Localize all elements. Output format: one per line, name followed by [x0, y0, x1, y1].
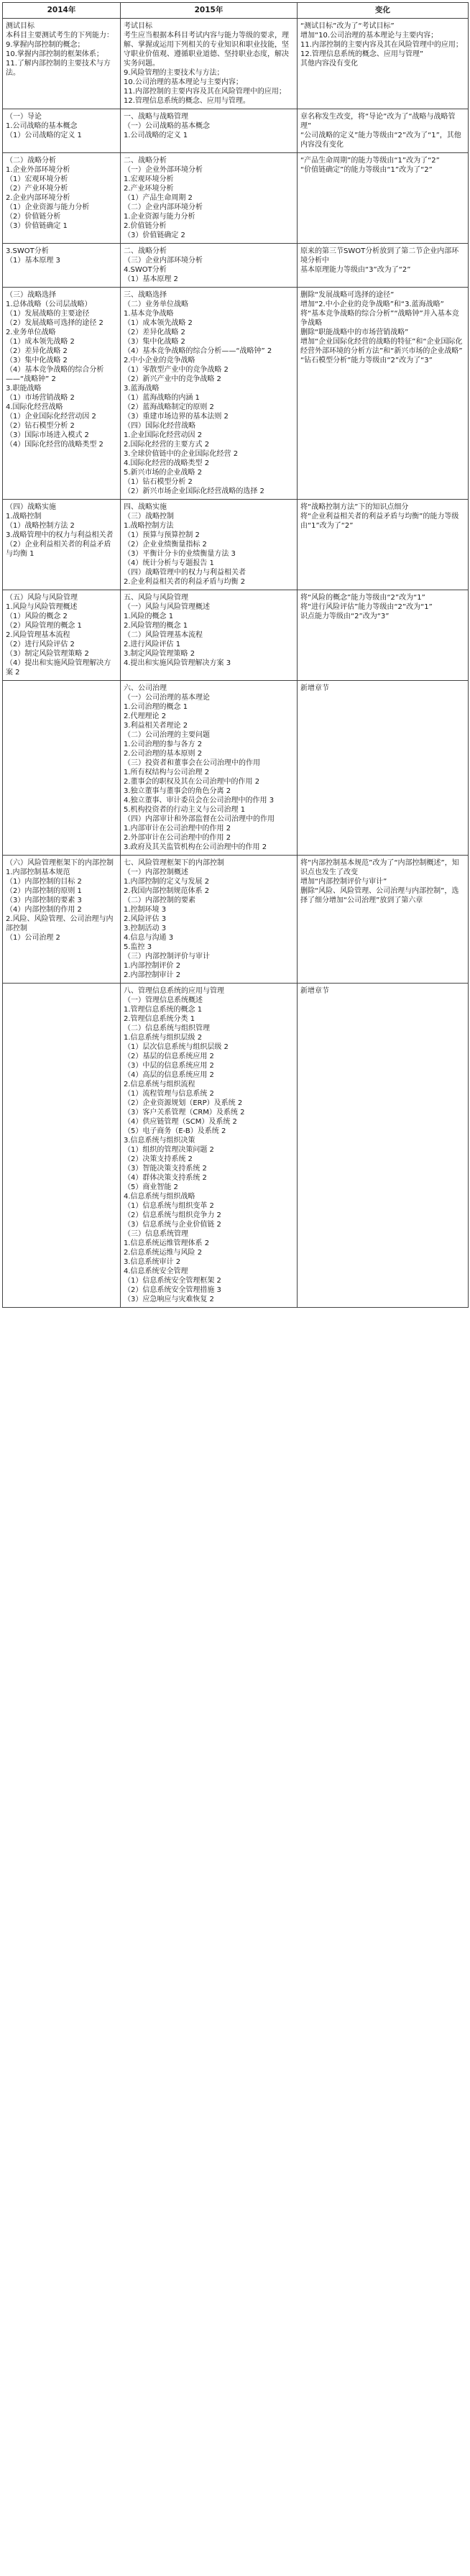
- cell-line: 1.信息系统运维管理体系 2: [124, 1239, 210, 1247]
- old-2014-cell: [3, 153, 121, 244]
- old-2014-cell: [3, 19, 121, 109]
- cell-line: “钻石模型分析”能力等级由“2”改为了“3”: [300, 357, 433, 365]
- cell-line: （1）产品生命周期 2: [124, 194, 193, 202]
- header-2014: 2014年: [3, 3, 121, 19]
- cell-line: （2）新兴市场企业国际化经营战略的选择 2: [124, 487, 264, 495]
- table-row: [3, 109, 469, 153]
- cell-line: 2.风险、风险管理、公司治理与内部控制: [6, 915, 114, 932]
- cell-line: 一、战略与战略管理: [124, 113, 188, 121]
- cell-line: （2）基层的信息系统应用 2: [124, 1053, 214, 1060]
- table-row: [3, 681, 469, 856]
- cell-line: 3.SWOT分析: [6, 247, 49, 255]
- cell-line: （2）信息系统安全管理措施 3: [124, 1286, 221, 1294]
- cell-line: 2.进行风险评估 1: [124, 641, 181, 648]
- cell-line: （2）企业利益相关者的利益矛盾与均衡 1: [6, 541, 111, 558]
- cell-line: 三、战略选择: [124, 291, 167, 299]
- cell-line: （二）信息系统与组织管理: [124, 1025, 210, 1032]
- cell-line: （2）内部控制的原则 1: [6, 887, 82, 895]
- cell-line: 4.信息系统与组织战略: [124, 1193, 195, 1201]
- cell-line: （4）国际化经营的战略类型 2: [6, 441, 103, 449]
- new-2015-cell: [121, 984, 298, 1308]
- change-cell: [298, 288, 469, 500]
- change-cell: [298, 681, 469, 856]
- cell-line: （2）进行风险评估 2: [6, 641, 75, 648]
- cell-line: “公司战略的定义”能力等级由“2”改为了“1”，其他内容没有变化: [300, 132, 461, 149]
- cell-line: 1.风险的概念 1: [124, 613, 174, 620]
- table-row: [3, 984, 469, 1308]
- cell-line: （1）内部控制的目标 2: [6, 878, 82, 886]
- cell-line: （1）信息系统安全管理框架 2: [124, 1277, 221, 1285]
- table-row: [3, 856, 469, 984]
- cell-line: （2）企业资源规划（ERP）及系统 2: [124, 1099, 243, 1107]
- cell-line: （5）电子商务（E-B）及系统 2: [124, 1127, 226, 1135]
- cell-line: （3）智能决策支持系统 2: [124, 1165, 207, 1173]
- change-cell: [298, 109, 469, 153]
- header-2015: 2015年: [121, 3, 298, 19]
- cell-line: （1）公司治理 2: [6, 934, 60, 942]
- cell-line: 增加“内部控制评价与审计”: [300, 878, 387, 886]
- cell-line: （2）蓝海战略制定的原则 2: [124, 403, 214, 411]
- cell-line: 删除“风险、风险管理、公司治理与内部控制”，选择了细分增加“公司治理”放到了第六章: [300, 887, 459, 904]
- cell-line: 1.宏观环境分析: [124, 175, 174, 183]
- cell-line: （1）蓝海战略的内涵 1: [124, 394, 200, 402]
- cell-line: 2.信息系统运维与风险 2: [124, 1249, 203, 1257]
- cell-line: 2.风险管理的概念 1: [124, 622, 188, 630]
- cell-line: （1）层次信息系统与组织层级 2: [124, 1043, 229, 1051]
- cell-line: 增加“2.中小企业的竞争战略”和“3.蓝海战略”: [300, 301, 444, 308]
- cell-line: 9.风险管理的主要技术与方法；: [124, 69, 224, 77]
- cell-line: 3.独立董事与董事会的角色分离 2: [124, 787, 231, 795]
- cell-line: 基本原理能力等级由“3”改为了“2”: [300, 266, 411, 274]
- cell-line: 二、战略分析: [124, 247, 167, 255]
- cell-line: （一）内部控制概述: [124, 868, 188, 876]
- cell-line: 新增章节: [300, 987, 329, 995]
- cell-line: （1）零散型产业中的竞争战略 2: [124, 366, 229, 374]
- cell-line: （3）集中化战略 2: [6, 357, 68, 365]
- comparison-table: [2, 2, 469, 1308]
- cell-line: 原来的第三节SWOT分析放到了第二节企业内部环境分析中: [300, 247, 459, 265]
- cell-line: （1）组织的管理决策问题 2: [124, 1146, 214, 1154]
- cell-line: （二）战略分析: [6, 157, 56, 165]
- cell-line: 2.管理信息系统分类 1: [124, 1015, 195, 1023]
- cell-line: （1）宏观环境分析: [6, 175, 68, 183]
- cell-line: 1.公司治理的参与各方 2: [124, 741, 203, 748]
- cell-line: 2.我国内部控制规范体系 2: [124, 887, 210, 895]
- cell-line: 12.管理信息系统的概念、应用与管理。: [124, 97, 250, 105]
- old-2014-cell: [3, 500, 121, 590]
- cell-line: （一）管理信息系统概述: [124, 996, 203, 1004]
- cell-line: （一）导论: [6, 113, 42, 121]
- cell-line: 3.利益相关者理论 2: [124, 722, 188, 730]
- cell-line: 1.内部控制的定义与发展 2: [124, 878, 210, 886]
- cell-line: （1）成本领先战略 2: [124, 319, 193, 327]
- cell-line: （二）业务单位战略: [124, 301, 188, 308]
- cell-line: 1.基本竞争战略: [124, 310, 174, 318]
- cell-line: “价值链确定”的能力等级由“1”改为了“2”: [300, 166, 433, 174]
- cell-line: （3）内部控制的要素 3: [6, 897, 82, 904]
- cell-line: 2.风险管理基本流程: [6, 631, 70, 639]
- cell-line: 5.监控 3: [124, 943, 152, 951]
- cell-line: （一）公司战略的基本概念: [124, 122, 210, 130]
- cell-line: （三）内部控制评价与审计: [124, 953, 210, 961]
- new-2015-cell: [121, 109, 298, 153]
- cell-line: 五、风险与风险管理: [124, 594, 188, 602]
- cell-line: 识点能力等级由“2”改为“3”: [300, 613, 390, 620]
- cell-line: （一）公司治理的基本理论: [124, 694, 210, 702]
- cell-line: 11.内部控制的主要内容及其在风险管理中的应用；: [300, 41, 463, 49]
- cell-line: （六）风险管理框架下的内部控制: [6, 859, 114, 867]
- cell-line: 2.国际化经营的主要方式 2: [124, 441, 210, 449]
- cell-line: 1.管理信息系统的概念 1: [124, 1006, 203, 1014]
- cell-line: （一）企业外部环境分析: [124, 166, 203, 174]
- old-2014-cell: [3, 109, 121, 153]
- old-2014-cell: [3, 244, 121, 288]
- change-cell: [298, 500, 469, 590]
- cell-line: 10.掌握内部控制的框架体系；: [6, 50, 103, 58]
- cell-line: 4.独立董事、审计委员会在公司治理中的作用 3: [124, 797, 275, 805]
- cell-line: （3）集中化战略 2: [124, 338, 185, 346]
- cell-line: 1.公司战略的定义 1: [124, 132, 188, 139]
- cell-line: （1）市场营销战略 2: [6, 394, 75, 402]
- new-2015-cell: [121, 681, 298, 856]
- cell-line: （2）风险管理的概念 1: [6, 622, 82, 630]
- cell-line: 4.信息与沟通 3: [124, 934, 174, 942]
- cell-line: 考试目标: [124, 22, 152, 30]
- cell-line: 二、战略分析: [124, 157, 167, 165]
- cell-line: 5.新兴市场的企业战略 2: [124, 469, 203, 477]
- cell-line: （1）信息系统与组织变革 2: [124, 1202, 214, 1210]
- cell-line: （1）成本领先战略 2: [6, 338, 75, 346]
- cell-line: 将“风险的概念”能力等级由“2”改为“1”: [300, 594, 425, 602]
- cell-line: 2.董事会的职权及其在公司治理中的作用 2: [124, 778, 260, 786]
- table-row: [3, 590, 469, 681]
- cell-line: 4.提出和实施风险管理解决方案 3: [124, 659, 231, 667]
- cell-line: 删除“发展战略可选择的途径”: [300, 291, 395, 299]
- cell-line: 增加“企业国际化经营的战略的特征”和“企业国际化经营外部环境的分析方法”和“新兴市场的企业战略”: [300, 338, 463, 355]
- old-2014-cell: [3, 681, 121, 856]
- cell-line: （1）钻石模型分析 2: [124, 478, 193, 486]
- cell-line: （3）国际市场进入模式 2: [6, 431, 89, 439]
- cell-line: 12.管理信息系统的概念、应用与管理”: [300, 50, 424, 58]
- cell-line: （1）流程管理与信息系统 2: [124, 1090, 214, 1098]
- cell-line: 考生应当根据本科目考试内容与能力等级的要求，理解、掌握或运用下列相关的专业知识和职业技能，坚守职业价值观、遵循职业道德、坚持职业态度，解决实务问题。: [124, 32, 289, 68]
- cell-line: 新增章节: [300, 684, 329, 692]
- new-2015-cell: [121, 288, 298, 500]
- cell-line: 2.内部控制审计 2: [124, 971, 181, 979]
- cell-line: （3）中层的信息系统应用 2: [124, 1062, 214, 1070]
- cell-line: 1.总体战略（公司层战略）: [6, 301, 92, 308]
- cell-line: （4）统计分析与专题报告 1: [124, 559, 214, 567]
- cell-line: （三）信息系统管理: [124, 1230, 188, 1238]
- cell-line: 1.风险与风险管理概述: [6, 603, 78, 611]
- cell-line: 3.政府及其关监管机构在公司治理中的作用 2: [124, 843, 267, 851]
- cell-line: 1.战略控制方法: [124, 522, 174, 530]
- cell-line: （四）内部审计和外部监督在公司治理中的作用: [124, 815, 275, 823]
- cell-line: （一）风险与风险管理概述: [124, 603, 210, 611]
- cell-line: （5）商业智能 2: [124, 1183, 178, 1191]
- new-2015-cell: [121, 590, 298, 681]
- cell-line: 4.国际化经营战略: [6, 403, 63, 411]
- cell-line: （4）群体决策支持系统 2: [124, 1174, 207, 1182]
- cell-line: （3）平衡计分卡的业绩衡量方法 3: [124, 550, 236, 558]
- cell-line: （4）高层的信息系统应用 2: [124, 1071, 214, 1079]
- cell-line: 四、战略实施: [124, 503, 167, 511]
- cell-line: 删除“职能战略中的市场营销战略”: [300, 329, 409, 336]
- cell-line: （3）客户关系管理（CRM）及系统 2: [124, 1109, 245, 1117]
- cell-line: 3.控制活动 3: [124, 925, 167, 932]
- cell-line: “测试目标”改为了“考试目标”: [300, 22, 395, 30]
- cell-line: 3.全球价值链中的企业国际化经营 2: [124, 450, 239, 458]
- cell-line: 1.内部审计在公司治理中的作用 2: [124, 825, 231, 833]
- old-2014-cell: [3, 590, 121, 681]
- cell-line: 3.信息系统与组织决策: [124, 1137, 195, 1145]
- cell-line: 3.职能战略: [6, 385, 42, 393]
- cell-line: （4）供应链管理（SCM）及系统 2: [124, 1118, 237, 1126]
- change-cell: [298, 984, 469, 1308]
- cell-line: 3.制定风险管理策略 2: [124, 650, 195, 658]
- cell-line: （2）价值链分析: [6, 213, 61, 221]
- cell-line: 将“进行风险评估”能力等级由“2”改为“1”: [300, 603, 433, 611]
- new-2015-cell: [121, 19, 298, 109]
- cell-line: （1）企业资源与能力分析: [6, 203, 90, 211]
- cell-line: （1）基本原理 2: [124, 275, 178, 283]
- cell-line: 3.蓝海战略: [124, 385, 160, 393]
- cell-line: （1）企业国际化经营动因 2: [6, 413, 96, 421]
- cell-line: 3.信息系统审计 2: [124, 1258, 181, 1266]
- cell-line: 4.信息系统安全管理: [124, 1268, 188, 1275]
- table-row: [3, 19, 469, 109]
- cell-line: 2.风险评估 3: [124, 915, 167, 923]
- cell-line: 2.中小企业的竞争战略: [124, 357, 195, 365]
- cell-line: （1）战略控制方法 2: [6, 522, 75, 530]
- cell-line: （2）钻石模型分析 2: [6, 422, 75, 430]
- cell-line: 七、风险管理框架下的内部控制: [124, 859, 224, 867]
- cell-line: （4）内部控制的作用 2: [6, 906, 82, 914]
- cell-line: （四）战略实施: [6, 503, 56, 511]
- change-cell: [298, 19, 469, 109]
- cell-line: “产品生命周期”的能力等级由“1”改为了“2”: [300, 157, 440, 165]
- cell-line: （2）新兴产业中的竞争战略 2: [124, 375, 221, 383]
- cell-line: （3）应急响应与灾难恢复 2: [124, 1296, 214, 1303]
- change-cell: [298, 590, 469, 681]
- cell-line: 1.企业资源与能力分析: [124, 213, 195, 221]
- old-2014-cell: [3, 984, 121, 1308]
- cell-line: （2）信息系统与组织竞争力 2: [124, 1211, 221, 1219]
- cell-line: （4）基本竞争战略的综合分析——“战略钟” 2: [124, 347, 272, 355]
- cell-line: 1.战略控制: [6, 513, 42, 521]
- header-change: 变化: [298, 3, 469, 19]
- new-2015-cell: [121, 500, 298, 590]
- cell-line: （2）差异化战略 2: [124, 329, 185, 336]
- cell-line: （2）发展战略可选择的途径 2: [6, 319, 103, 327]
- cell-line: 3.战略管理中的权力与利益相关者: [6, 531, 114, 539]
- cell-line: 2.信息系统与组织流程: [124, 1081, 195, 1088]
- cell-line: （三）战略控制: [124, 513, 174, 521]
- cell-line: （2）企业业绩衡量指标 2: [124, 541, 207, 549]
- change-cell: [298, 244, 469, 288]
- new-2015-cell: [121, 856, 298, 984]
- cell-line: 将“基本竞争战略的综合分析”“战略钟”并入基本竞争战略: [300, 310, 459, 327]
- old-2014-cell: [3, 856, 121, 984]
- cell-line: 9.掌握内部控制的概念；: [6, 41, 85, 49]
- header-row: [3, 3, 469, 19]
- cell-line: 4.SWOT分析: [124, 266, 167, 274]
- cell-line: （2）差异化战略 2: [6, 347, 68, 355]
- cell-line: （2）决策支持系统 2: [124, 1155, 193, 1163]
- table-row: [3, 288, 469, 500]
- cell-line: 2.企业内部环境分析: [6, 194, 70, 202]
- cell-line: 1.内部控制基本规范: [6, 868, 70, 876]
- cell-line: （三）战略选择: [6, 291, 56, 299]
- cell-line: 5.机构投资者的行动主义与公司治理 1: [124, 806, 246, 814]
- cell-line: （二）内部控制的要素: [124, 897, 195, 904]
- cell-line: （1）公司战略的定义 1: [6, 132, 82, 139]
- cell-line: （五）风险与风险管理: [6, 594, 78, 602]
- cell-line: 测试目标: [6, 22, 34, 30]
- cell-line: （二）公司治理的主要问题: [124, 731, 210, 739]
- old-2014-cell: [3, 288, 121, 500]
- cell-line: 2.价值链分析: [124, 222, 167, 230]
- cell-line: （1）基本原理 3: [6, 257, 60, 265]
- new-2015-cell: [121, 153, 298, 244]
- cell-line: 将“战略控制方法”下的知识点细分: [300, 503, 409, 511]
- cell-line: （二）风险管理基本流程: [124, 631, 203, 639]
- cell-line: 八、管理信息系统的应用与管理: [124, 987, 224, 995]
- cell-line: 2.企业利益相关者的利益矛盾与均衡 2: [124, 578, 246, 586]
- cell-line: 10.公司治理的基本理论与主要内容；: [124, 78, 243, 86]
- cell-line: （三）投资者和董事会在公司治理中的作用: [124, 759, 260, 767]
- cell-line: （3）制定风险管理策略 2: [6, 650, 89, 658]
- cell-line: （四）国际化经营战略: [124, 422, 195, 430]
- cell-line: （1）发展战略的主要途径: [6, 310, 90, 318]
- cell-line: 将“内部控制基本规范”改为了“内部控制概述”，知识点也发生了改变: [300, 859, 459, 876]
- cell-line: （1）预算与预算控制 2: [124, 531, 200, 539]
- cell-line: （三）企业内部环境分析: [124, 257, 203, 265]
- cell-line: 4.国际化经营的战略类型 2: [124, 459, 210, 467]
- cell-line: 2.产业环境分析: [124, 185, 174, 193]
- cell-line: （3）信息系统与企业价值链 2: [124, 1221, 221, 1229]
- table-row: [3, 500, 469, 590]
- table-row: [3, 153, 469, 244]
- cell-line: （2）产业环境分析: [6, 185, 68, 193]
- change-cell: [298, 153, 469, 244]
- cell-line: 1.企业外部环境分析: [6, 166, 70, 174]
- cell-line: 1.公司治理的概念 1: [124, 703, 188, 711]
- cell-line: 2.外部审计在公司治理中的作用 2: [124, 834, 231, 842]
- cell-line: 11.内部控制的主要内容及其在风险管理中的应用；: [124, 88, 286, 96]
- cell-line: （二）企业内部环境分析: [124, 203, 203, 211]
- change-cell: [298, 856, 469, 984]
- cell-line: （4）提出和实施风险管理解决方案 2: [6, 659, 111, 677]
- cell-line: 其他内容没有变化: [300, 60, 358, 68]
- cell-line: 章名称发生改变，将“导论”改为了“战略与战略管理”: [300, 113, 456, 130]
- cell-line: 2.代理理论 2: [124, 712, 167, 720]
- cell-line: 1.信息系统与组织层级 2: [124, 1034, 203, 1042]
- cell-line: 将“企业利益相关者的利益矛盾与均衡”的能力等级由“1”改为了“2”: [300, 513, 459, 530]
- cell-line: 1.公司战略的基本概念: [6, 122, 78, 130]
- cell-line: （3）价值链确定 1: [6, 222, 68, 230]
- cell-line: 本科目主要测试考生的下列能力：: [6, 32, 114, 40]
- cell-line: 1.控制环境 3: [124, 906, 167, 914]
- cell-line: 1.企业国际化经营动因 2: [124, 431, 203, 439]
- cell-line: 1.所有权结构与公司治理 2: [124, 769, 210, 776]
- table-row: [3, 244, 469, 288]
- cell-line: （四）战略管理中的权力与利益相关者: [124, 569, 246, 577]
- cell-line: （3）重建市场边界的基本法则 2: [124, 413, 229, 421]
- cell-line: 增加“10.公司治理的基本理论与主要内容；: [300, 32, 438, 40]
- cell-line: 六、公司治理: [124, 684, 167, 692]
- cell-line: 2.业务单位战略: [6, 329, 56, 336]
- cell-line: 2.公司治理的基本原则 2: [124, 750, 203, 758]
- cell-line: 1.内部控制评价 2: [124, 962, 181, 970]
- new-2015-cell: [121, 244, 298, 288]
- cell-line: （4）基本竞争战略的综合分析——“战略钟” 2: [6, 366, 104, 383]
- cell-line: （3）价值链确定 2: [124, 232, 185, 239]
- cell-line: 11.了解内部控制的主要技术与方法。: [6, 60, 111, 77]
- cell-line: （1）风险的概念 2: [6, 613, 68, 620]
